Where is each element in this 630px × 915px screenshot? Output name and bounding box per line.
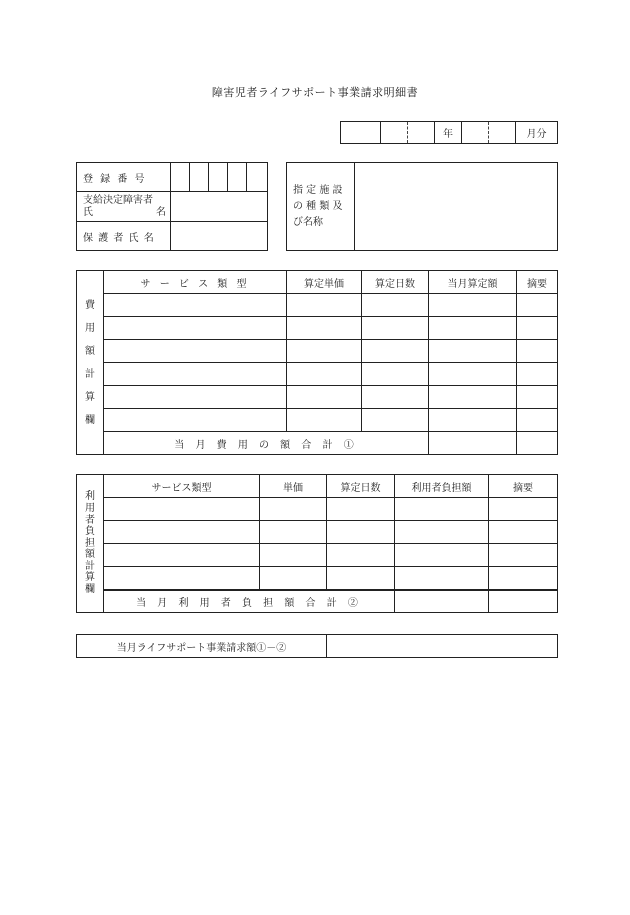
user-cell[interactable] (104, 498, 260, 521)
beneficiary-label-line1: 支給決定障害者 (83, 194, 153, 206)
cost-cell[interactable] (429, 294, 517, 317)
cost-cell[interactable] (104, 409, 287, 432)
user-header-service-type: サービス類型 (104, 475, 260, 498)
cost-cell[interactable] (517, 340, 558, 363)
user-cell[interactable] (489, 521, 558, 544)
recipient-info-table (76, 162, 268, 251)
cost-cell[interactable] (287, 317, 362, 340)
user-burden-table (76, 474, 558, 613)
cost-total-amount[interactable] (429, 432, 517, 455)
user-cell[interactable] (327, 498, 395, 521)
cost-cell[interactable] (429, 409, 517, 432)
user-side-label-char: 担 (85, 537, 95, 549)
cost-cell[interactable] (104, 340, 287, 363)
cost-side-label-char: 用 (85, 322, 95, 334)
page-title: 障害児者ライフサポート事業請求明細書 (211, 86, 419, 99)
final-billing-amount[interactable] (327, 635, 558, 658)
month-digit-1-cell[interactable] (462, 122, 489, 144)
cost-cell[interactable] (104, 386, 287, 409)
cost-cell[interactable] (429, 317, 517, 340)
user-cell[interactable] (395, 544, 489, 567)
facility-label-line3: び名称 (293, 216, 323, 228)
user-cell[interactable] (489, 544, 558, 567)
cost-cell[interactable] (429, 363, 517, 386)
user-cell[interactable] (260, 521, 327, 544)
month-label: 月分 (516, 122, 558, 144)
cost-cell[interactable] (517, 317, 558, 340)
cost-cell[interactable] (362, 363, 429, 386)
cost-side-label-char: 費 (85, 299, 95, 311)
cost-cell[interactable] (362, 340, 429, 363)
user-side-label-char: 者 (85, 514, 95, 526)
cost-cell[interactable] (429, 386, 517, 409)
guardian-name-label: 保 護 者 氏 名 (77, 222, 171, 251)
user-cell[interactable] (395, 567, 489, 590)
user-header-remarks: 摘要 (489, 475, 558, 498)
user-header-days: 算定日数 (327, 475, 395, 498)
registration-digit-cell[interactable] (209, 163, 228, 192)
cost-cell[interactable] (104, 363, 287, 386)
user-header-burden-amount: 利用者負担額 (395, 475, 489, 498)
user-side-label (77, 475, 104, 613)
billing-period-table (340, 121, 558, 144)
cost-cell[interactable] (517, 386, 558, 409)
cost-calculation-table (76, 270, 558, 455)
month-digit-2-cell[interactable] (489, 122, 516, 144)
cost-side-label (77, 271, 104, 455)
user-side-label-char: 額 (85, 549, 95, 561)
cost-cell[interactable] (429, 340, 517, 363)
cost-total-remarks[interactable] (517, 432, 558, 455)
cost-side-label-char: 計 (85, 368, 95, 380)
registration-digit-cell[interactable] (171, 163, 190, 192)
user-cell[interactable] (327, 544, 395, 567)
cost-cell[interactable] (287, 294, 362, 317)
user-cell[interactable] (260, 498, 327, 521)
user-total-remarks[interactable] (489, 590, 558, 613)
user-cell[interactable] (395, 521, 489, 544)
user-cell[interactable] (260, 544, 327, 567)
cost-cell[interactable] (362, 294, 429, 317)
cost-cell[interactable] (362, 386, 429, 409)
user-total-label: 当 月 利 用 者 負 担 額 合 計 ② (104, 590, 395, 613)
beneficiary-label-a: 氏 (83, 206, 93, 218)
cost-cell[interactable] (517, 409, 558, 432)
user-side-label-char: 欄 (85, 584, 95, 596)
cost-cell[interactable] (104, 294, 287, 317)
user-total-amount[interactable] (395, 590, 489, 613)
cost-cell[interactable] (287, 409, 362, 432)
guardian-name-field[interactable] (171, 222, 268, 251)
registration-digit-cell[interactable] (228, 163, 247, 192)
cost-cell[interactable] (362, 409, 429, 432)
cost-cell[interactable] (362, 317, 429, 340)
cost-side-label-char: 算 (85, 391, 95, 403)
cost-cell[interactable] (517, 294, 558, 317)
cost-cell[interactable] (517, 363, 558, 386)
beneficiary-label-b: 名 (156, 206, 166, 218)
year-digit-1-cell[interactable] (381, 122, 408, 144)
user-cell[interactable] (327, 521, 395, 544)
final-billing-table (76, 634, 558, 658)
era-cell[interactable] (341, 122, 381, 144)
user-side-label-char: 負 (85, 526, 95, 538)
cost-cell[interactable] (104, 317, 287, 340)
facility-field[interactable] (355, 163, 558, 251)
final-billing-label: 当月ライフサポート事業請求額①－② (77, 635, 327, 658)
cost-side-label-char: 欄 (85, 414, 95, 426)
year-digit-2-cell[interactable] (408, 122, 435, 144)
user-cell[interactable] (489, 567, 558, 590)
beneficiary-label-line2 (83, 207, 170, 219)
cost-cell[interactable] (287, 363, 362, 386)
cost-header-days: 算定日数 (362, 271, 429, 294)
user-side-label-char: 用 (85, 502, 95, 514)
registration-digit-cell[interactable] (247, 163, 268, 192)
user-cell[interactable] (489, 498, 558, 521)
cost-side-label-char: 額 (85, 345, 95, 357)
facility-info-table (286, 162, 558, 251)
user-side-label-char: 計 (85, 560, 95, 572)
user-side-label-char: 算 (85, 572, 95, 584)
beneficiary-name-field[interactable] (171, 192, 268, 222)
user-cell[interactable] (104, 544, 260, 567)
registration-number-label: 登 録 番 号 (77, 163, 171, 192)
cost-header-service-type: サ ー ビ ス 類 型 (104, 271, 287, 294)
cost-header-remarks: 摘要 (517, 271, 558, 294)
facility-label-line2: の 種 類 及 (293, 200, 343, 212)
user-header-unit-price: 単価 (260, 475, 327, 498)
facility-label-line1: 指 定 施 設 (293, 184, 343, 196)
cost-header-monthly-amount: 当月算定額 (429, 271, 517, 294)
cost-total-label: 当 月 費 用 の 額 合 計 ① (104, 432, 429, 455)
user-cell[interactable] (327, 567, 395, 590)
cost-header-unit-price: 算定単価 (287, 271, 362, 294)
cost-cell[interactable] (287, 386, 362, 409)
user-cell[interactable] (260, 567, 327, 590)
facility-label (287, 163, 355, 251)
registration-digit-cell[interactable] (190, 163, 209, 192)
user-cell[interactable] (104, 521, 260, 544)
user-cell[interactable] (104, 567, 260, 590)
user-cell[interactable] (395, 498, 489, 521)
year-label: 年 (435, 122, 462, 144)
user-side-label-char: 利 (85, 491, 95, 503)
cost-cell[interactable] (287, 340, 362, 363)
beneficiary-name-label (77, 192, 171, 222)
